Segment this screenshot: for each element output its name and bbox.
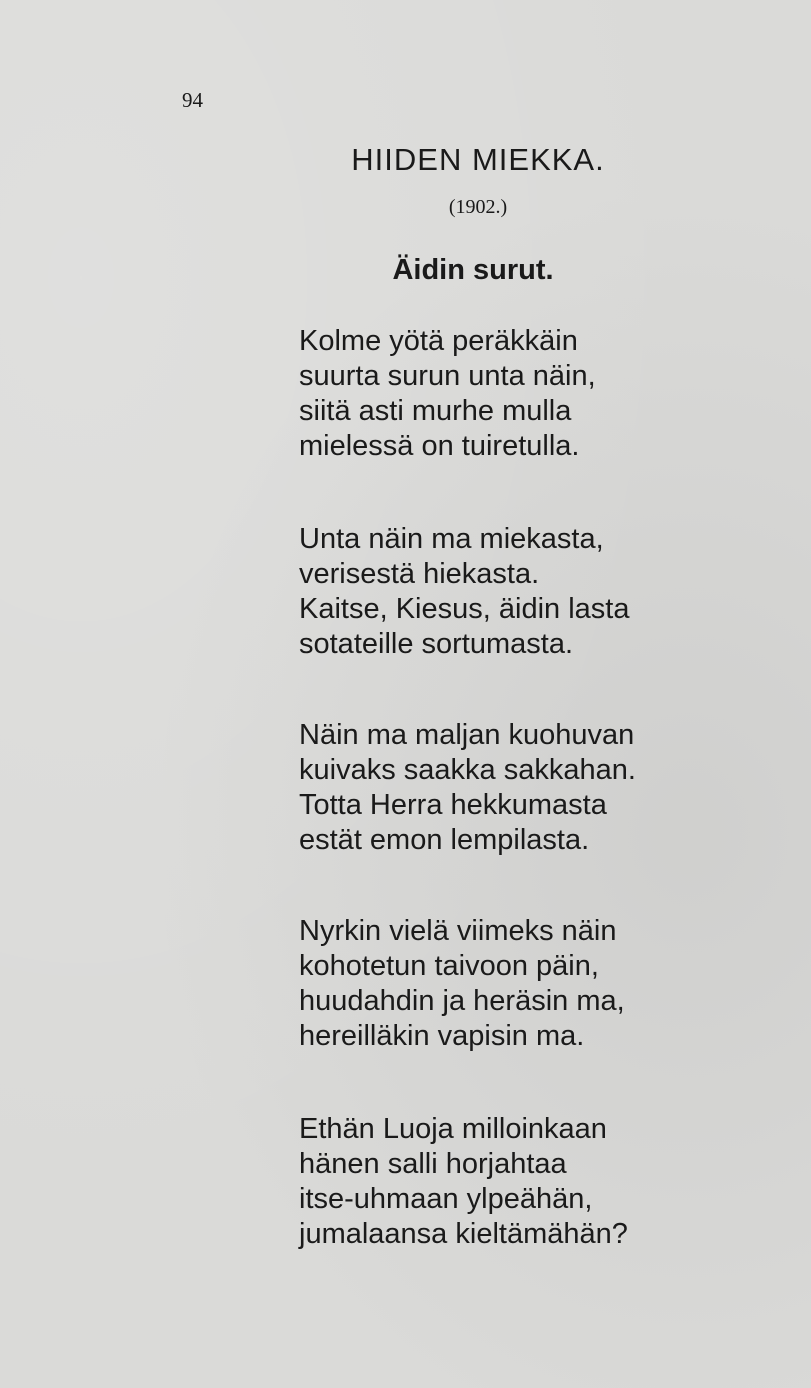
poem-line: verisestä hiekasta. [299, 558, 540, 590]
stanza [299, 914, 625, 1054]
poem-line: Kaitse, Kiesus, äidin lasta [299, 593, 630, 625]
poem-line: hänen salli horjahtaa [299, 1148, 567, 1180]
poem-line: mielessä on tuiretulla. [299, 430, 580, 462]
poem-line: siitä asti murhe mulla [299, 395, 572, 427]
stanza [299, 1112, 628, 1252]
poem-line: kohotetun taivoon päin, [299, 950, 599, 982]
poem-line: Ethän Luoja milloinkaan [299, 1113, 607, 1145]
poem-line: estät emon lempilasta. [299, 824, 590, 856]
poem-line: Näin ma maljan kuohuvan [299, 719, 635, 751]
stanza [299, 522, 629, 662]
poem-line: sotateille sortumasta. [299, 628, 574, 660]
section-title: HIIDEN MIEKKA. [351, 142, 605, 177]
poem-title: Äidin surut. [392, 254, 554, 286]
poem-line: Nyrkin vielä viimeks näin [299, 915, 617, 947]
section-year: (1902.) [448, 196, 508, 218]
poem-line: Totta Herra hekkumasta [299, 789, 607, 821]
poem-line: itse-uhmaan ylpeähän, [299, 1183, 593, 1215]
poem-line: Kolme yötä peräkkäin [299, 325, 578, 357]
poem-line: huudahdin ja heräsin ma, [299, 985, 625, 1017]
poem-line: jumalaansa kieltämähän? [299, 1218, 628, 1250]
stanza [299, 718, 636, 858]
stanza [299, 324, 596, 464]
poem-line: Unta näin ma miekasta, [299, 523, 604, 555]
poem-line: kuivaks saakka sakkahan. [299, 754, 636, 786]
page-number: 94 [182, 88, 203, 112]
poem-line: suurta surun unta näin, [299, 360, 596, 392]
poem-line: hereilläkin vapisin ma. [299, 1020, 585, 1052]
